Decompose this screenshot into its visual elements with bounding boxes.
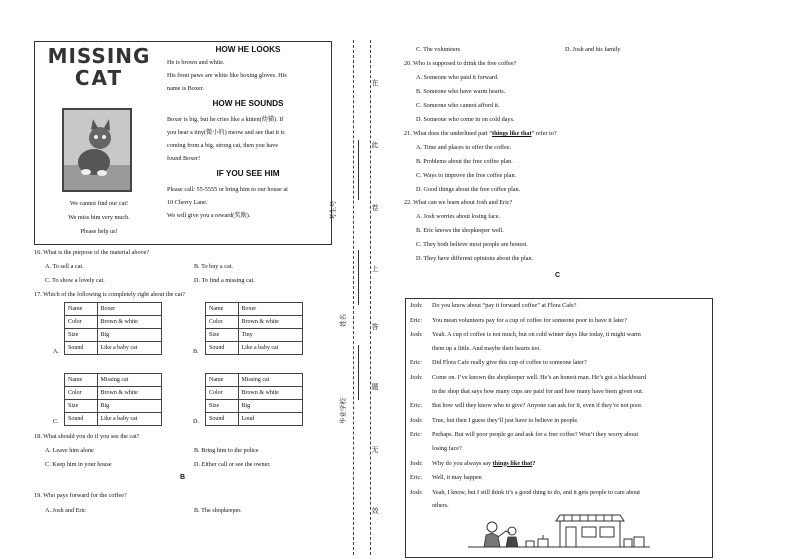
margin-char: 答 xyxy=(371,323,379,331)
logo-line-2: CAT xyxy=(74,66,124,90)
table-row xyxy=(65,387,162,400)
q22-stem: 22. What can we learn about Josh and Eric? xyxy=(404,199,513,206)
dialogue-line xyxy=(410,302,708,311)
utterance-text: in the shop that says how many cups are paid for and how many have been given out. xyxy=(432,387,644,395)
q19-option-c: C. The volunteers xyxy=(416,46,461,53)
q16-option-d: D. To find a missing cat. xyxy=(194,277,255,284)
dialogue-lines xyxy=(410,302,708,511)
q21-option-a: A. Time and places to offer the coffee. xyxy=(416,144,512,151)
looks-heading: HOW HE LOOKS xyxy=(215,45,281,54)
cat-photo xyxy=(62,108,132,192)
exam-number-field-label: 考生号 xyxy=(330,200,337,220)
q21-underlined-phrase: things like that xyxy=(492,130,532,137)
caption-line-3: Please help us! xyxy=(80,228,118,235)
speaker: Josh: xyxy=(410,488,423,496)
binding-line-left xyxy=(353,40,355,555)
q21-stem-pre: 21. What does the underlined part “ xyxy=(404,130,493,137)
cell: Color xyxy=(206,387,239,400)
cell: Name xyxy=(206,374,239,387)
speaker: Eric: xyxy=(410,431,423,439)
dialogue-line xyxy=(410,331,708,353)
dialogue-line xyxy=(410,474,708,483)
cell: Big xyxy=(97,329,162,342)
table-row xyxy=(65,342,162,355)
name-underline xyxy=(358,250,359,305)
utterance-text: losing face? xyxy=(432,444,462,452)
table-row xyxy=(206,374,303,387)
cell: Color xyxy=(65,387,98,400)
speaker: Josh: xyxy=(410,416,423,424)
looks-line-2: His front paws are white like boxing gloves. His xyxy=(167,72,287,79)
cell: Sound xyxy=(65,342,98,355)
dialogue-line xyxy=(410,317,708,326)
speaker: Josh: xyxy=(410,302,423,309)
q19-stem: 19. Who pays forward for the coffee? xyxy=(34,492,127,499)
utterance-text: others. xyxy=(432,502,449,510)
underlined-phrase: things like that xyxy=(492,459,533,467)
poster-caption xyxy=(37,197,161,239)
utterance-text: But how will they know who to give? Anyone can ask for it, even if they’re not poor. xyxy=(432,402,643,410)
cell: Sound xyxy=(206,413,239,426)
q22-option-c: C. They both believe most people are honest. xyxy=(416,241,528,248)
looks-line-3: name is Boxer. xyxy=(167,85,204,92)
utterance-text: them up a little. And maybe their hearts too. xyxy=(432,344,541,352)
school-underline xyxy=(358,345,359,400)
utterance xyxy=(432,359,587,368)
cell: Sound xyxy=(206,342,239,355)
cell: Boxer xyxy=(97,303,162,316)
q18-stem: 18. What should you do if you see the cat? xyxy=(34,433,140,440)
q22-option-b: B. Eric knows the shopkeeper well. xyxy=(416,227,504,234)
utterance xyxy=(432,417,579,426)
cell: Brown & white xyxy=(238,387,303,400)
q17-table-d xyxy=(205,373,303,426)
cell: Color xyxy=(65,316,98,329)
see-line-3: We will give you a reward(奖励). xyxy=(167,212,251,219)
q17-stem: 17. Which of the following is completely right about the cat? xyxy=(34,291,185,298)
utterance xyxy=(432,431,638,453)
utterance xyxy=(432,331,641,353)
caption-line-2: We miss him very much. xyxy=(68,214,130,221)
q19-option-d: D. Josh and his family xyxy=(565,46,621,53)
binding-line-right xyxy=(370,40,372,555)
utterance xyxy=(432,402,643,411)
q19-option-b: B. The shopkeeper. xyxy=(194,507,242,514)
see-line-1: Please call: 55-5555 or bring him to our house at xyxy=(167,186,288,193)
q20-option-c: C. Someone who cannot afford it. xyxy=(416,102,500,109)
margin-char: 卷 xyxy=(371,204,379,212)
cell: Name xyxy=(65,374,98,387)
table-row xyxy=(65,329,162,342)
q17-letter-d: D. xyxy=(193,418,200,425)
table-row xyxy=(206,387,303,400)
cell: Size xyxy=(65,329,98,342)
cell: Name xyxy=(65,303,98,316)
dialogue-box xyxy=(405,298,713,558)
name-field-label: 姓名 xyxy=(340,314,347,327)
sounds-line-3: coming from a big, strong cat, then you have xyxy=(167,142,279,149)
margin-char: 此 xyxy=(371,141,379,149)
cell: Big xyxy=(238,400,303,413)
cell: Brown & white xyxy=(97,316,162,329)
cat-illustration-icon xyxy=(64,110,130,190)
utterance-text: Yeah, I know, but I still think it’s a good thing to do, and it gets people to care about xyxy=(432,488,640,496)
utterance-text: True, but then I guess they’ll just have to believe in people. xyxy=(432,416,579,424)
q22-option-a: A. Josh worries about losing face. xyxy=(416,213,501,220)
table-row xyxy=(206,400,303,413)
dialogue-line xyxy=(410,374,708,396)
utterance-text: Perhaps. But will poor people go and ask for a free coffee? Won’t they worry about xyxy=(432,431,639,439)
margin-char: 上 xyxy=(371,265,379,273)
q20-option-d: D. Someone who come in on cold days. xyxy=(416,116,515,123)
utterance-text: Come on. I’ve known the shopkeeper well. He’s an honest man. He’s got a blackboard xyxy=(432,373,646,381)
cell: Brown & white xyxy=(238,316,303,329)
cell: Size xyxy=(206,400,239,413)
cell: Size xyxy=(65,400,98,413)
cell: Size xyxy=(206,329,239,342)
cell: Sound xyxy=(65,413,98,426)
missing-cat-poster xyxy=(34,41,332,245)
cell: Tiny xyxy=(238,329,303,342)
q17-letter-c: C. xyxy=(53,418,59,425)
sounds-heading: HOW HE SOUNDS xyxy=(212,99,284,108)
q19-option-a: A. Josh and Eric xyxy=(45,507,86,514)
cafe-illustration-icon xyxy=(468,513,650,553)
cell: Missing cat xyxy=(97,374,162,387)
table-row xyxy=(65,374,162,387)
missing-cat-logo xyxy=(43,45,155,89)
speaker: Josh: xyxy=(410,459,423,467)
utterance xyxy=(432,489,640,511)
dialogue-line xyxy=(410,402,708,411)
q21-stem-post: ” refer to? xyxy=(531,130,557,137)
table-row xyxy=(65,400,162,413)
exam-number-underline xyxy=(358,140,359,200)
speaker: Josh: xyxy=(410,331,423,339)
q17-table-a xyxy=(64,302,162,355)
utterance xyxy=(432,474,482,483)
table-row xyxy=(206,329,303,342)
margin-char: 在 xyxy=(371,79,379,87)
cell: Color xyxy=(206,316,239,329)
q20-option-a: A. Someone who paid it forward. xyxy=(416,74,499,81)
cell: Brown & white xyxy=(97,387,162,400)
q16-option-a: A. To sell a cat. xyxy=(45,263,84,270)
q21-option-b: B. Problems about the free coffee plan. xyxy=(416,158,513,165)
utterance xyxy=(432,302,577,311)
q17-table-c xyxy=(64,373,162,426)
utterance-text: Do you know about “pay it forward coffee” at Flora Cafe? xyxy=(432,302,577,309)
q17-letter-a: A. xyxy=(53,348,60,355)
table-row xyxy=(65,413,162,426)
table-row xyxy=(206,342,303,355)
cell: Like a baby cat xyxy=(97,342,162,355)
dialogue-line xyxy=(410,489,708,511)
speaker: Eric: xyxy=(410,359,423,367)
cell: Like a baby cat xyxy=(97,413,162,426)
q17-table-b xyxy=(205,302,303,355)
looks-line-1: He is brown and white. xyxy=(167,59,225,66)
cell: Like a baby cat xyxy=(238,342,303,355)
utterance-text: Why do you always say xyxy=(432,459,493,467)
margin-char: 效 xyxy=(371,507,379,515)
margin-char: 无 xyxy=(371,446,379,454)
q18-option-b: B. Bring him to the police xyxy=(194,447,259,454)
cell: Name xyxy=(206,303,239,316)
speaker: Eric: xyxy=(410,316,423,324)
table-row xyxy=(206,413,303,426)
sounds-line-2: you hear a tiny(微小的) meow and see that it is xyxy=(167,129,285,136)
dialogue-line xyxy=(410,460,708,469)
q18-option-d: D. Either call or see the owner. xyxy=(194,461,271,468)
logo-line-1: MISSING xyxy=(47,44,151,68)
margin-char: 题 xyxy=(371,383,379,391)
caption-line-1: We cannot find our cat! xyxy=(69,200,129,207)
utterance-end: ? xyxy=(532,459,536,467)
q22-option-d: D. They have different opinions about the plan. xyxy=(416,255,534,262)
table-row xyxy=(206,303,303,316)
q21-stem xyxy=(404,130,557,138)
q21-option-d: D. Good things about the free coffee plan. xyxy=(416,186,521,193)
q16-stem: 16. What is the purpose of the material above? xyxy=(34,249,150,256)
speaker: Josh: xyxy=(410,373,423,381)
dialogue-line xyxy=(410,359,708,368)
q16-option-c: C. To show a lovely cat. xyxy=(45,277,105,284)
table-row xyxy=(65,316,162,329)
q16-option-b: B. To buy a cat. xyxy=(194,263,233,270)
section-b-heading: B xyxy=(180,474,186,481)
q18-option-a: A. Leave him alone xyxy=(45,447,94,454)
q20-stem: 20. Who is supposed to drink the free coffee? xyxy=(404,60,517,67)
table-row xyxy=(65,303,162,316)
utterance-text: Yeah. A cup of coffee is not much, but on cold winter days like today, it might warm xyxy=(432,331,641,339)
speaker: Eric: xyxy=(410,402,423,410)
section-c-heading: C xyxy=(555,272,561,279)
dialogue-line xyxy=(410,417,708,426)
cell: Loud xyxy=(238,413,303,426)
utterance xyxy=(432,460,535,469)
utterance xyxy=(432,374,646,396)
q20-option-b: B. Someone who have warm hearts. xyxy=(416,88,506,95)
dialogue-line xyxy=(410,431,708,453)
sounds-line-4: found Boxer! xyxy=(167,155,201,162)
poster-right-column xyxy=(167,44,329,222)
school-field-label: 毕业学校 xyxy=(340,398,347,424)
utterance xyxy=(432,317,627,326)
table-row xyxy=(206,316,303,329)
see-line-2: 10 Cherry Lane. xyxy=(167,199,208,206)
sounds-line-1: Boxer is big, but he cries like a kitten(幼猫). If xyxy=(167,116,284,123)
speaker: Eric: xyxy=(410,474,423,482)
utterance-text: Well, it may happen xyxy=(432,474,482,482)
q21-option-c: C. Ways to improve the free coffee plan. xyxy=(416,172,517,179)
cell: Missing cat xyxy=(238,374,303,387)
q18-option-c: C. Keep him in your house xyxy=(45,461,112,468)
utterance-text: Did Flora Cafe really give this cup of coffee to someone later? xyxy=(432,359,587,367)
cell: Boxer xyxy=(238,303,303,316)
q17-letter-b: B. xyxy=(193,348,199,355)
cell: Big xyxy=(97,400,162,413)
see-heading: IF YOU SEE HIM xyxy=(216,169,280,178)
utterance-text: You mean volunteers pay for a cup of coffee for someone poor to have it later? xyxy=(432,316,627,324)
